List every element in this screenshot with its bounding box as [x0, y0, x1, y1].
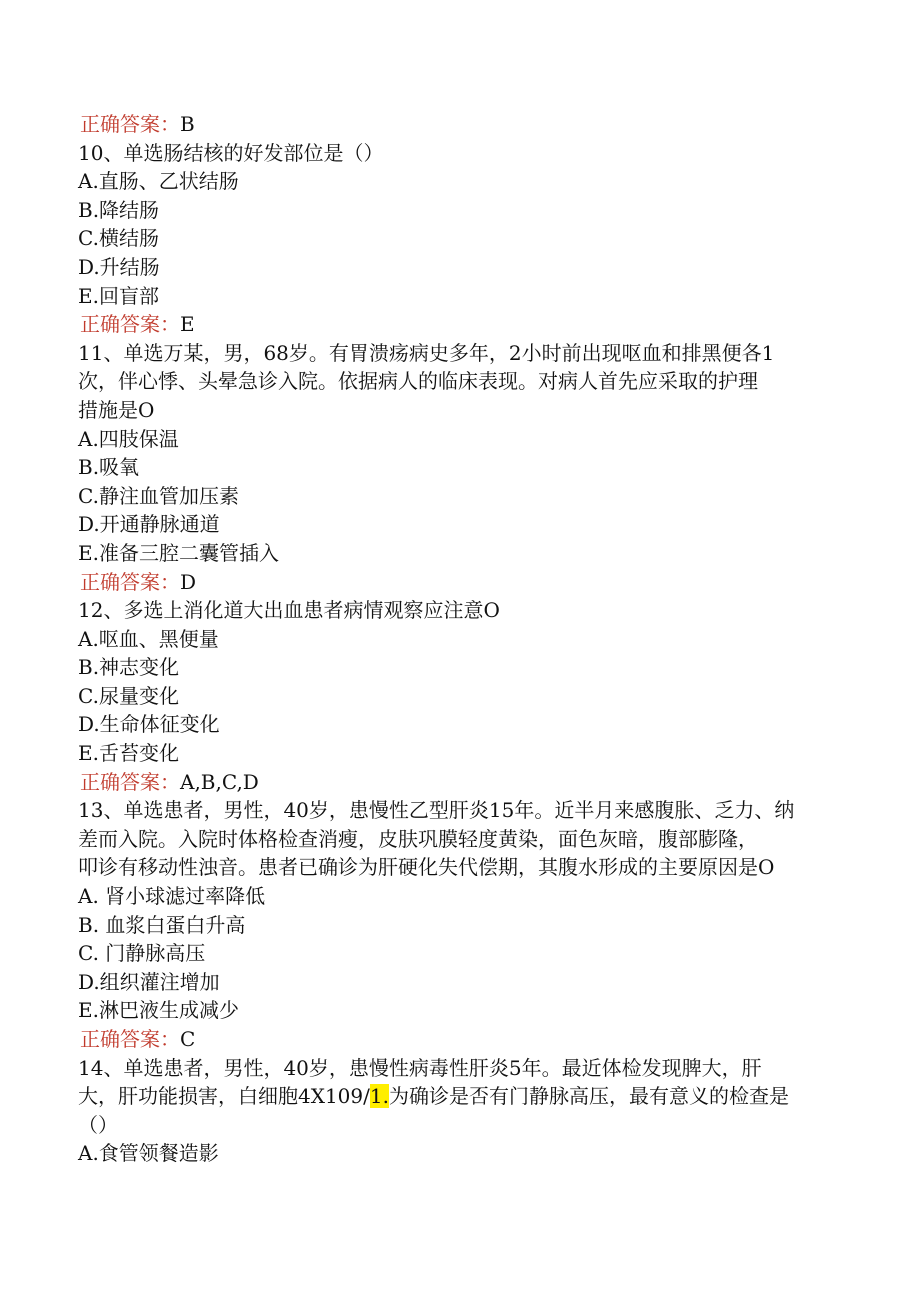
- option-line: E.准备三腔二囊管插入: [78, 540, 279, 565]
- option-line: E.舌苔变化: [78, 741, 179, 766]
- option-line: A. 肾小球滤过率降低: [78, 884, 266, 909]
- option-line: A.直肠、乙状结肠: [78, 169, 239, 194]
- answer-label: 正确答案：: [80, 569, 180, 594]
- question-text-line: 13、单选患者，男性，40岁，患慢性乙型肝炎15年。近半月来感腹胀、乏力、纳: [78, 798, 795, 823]
- correct-answer-line: [80, 310, 848, 339]
- correct-answer-line: [80, 110, 848, 139]
- question-text-line: 叩诊有移动性浊音。患者已确诊为肝硬化失代偿期，其腹水形成的主要原因是O: [78, 855, 775, 880]
- correct-answer-line: [80, 1025, 848, 1054]
- answer-value: C: [180, 1027, 196, 1051]
- option-line: E.淋巴液生成减少: [78, 998, 239, 1023]
- question-text-line: 14、单选患者，男性，40岁，患慢性病毒性肝炎5年。最近体检发现脾大，肝: [78, 1055, 762, 1080]
- answer-value: E: [180, 312, 195, 337]
- option-line: A.呕血、黑便量: [78, 626, 219, 651]
- question-text-line: 差而入院。入院时体格检查消瘦，皮肤巩膜轻度黄染，面色灰暗，腹部膨隆，: [78, 826, 758, 851]
- option-line: E.回盲部: [78, 283, 159, 308]
- option-line: C.尿量变化: [78, 683, 179, 708]
- option-line: B. 血浆白蛋白升高: [78, 912, 246, 937]
- option-line: C.静注血管加压素: [78, 483, 239, 508]
- answer-label: 正确答案：: [80, 769, 180, 794]
- answer-label: 正确答案：: [80, 312, 180, 337]
- correct-answer-line: [80, 768, 848, 797]
- text-segment: 为确诊是否有门静脉高压，最有意义的检查是: [388, 1084, 789, 1109]
- option-line: C.横结肠: [78, 226, 159, 251]
- question-text-line: 措施是O: [78, 397, 155, 422]
- answer-label: 正确答案：: [80, 112, 180, 136]
- text-segment: 大，肝功能损害，白细胞4X109/: [78, 1084, 370, 1109]
- question-text-line: 次，伴心悸、头晕急诊入院。依据病人的临床表现。对病人首先应采取的护理: [78, 369, 758, 394]
- question-text-line: 12、多选上消化道大出血患者病情观察应注意O: [78, 598, 500, 623]
- question-text-line: 10、单选肠结核的好发部位是（）: [78, 140, 384, 165]
- question-text-line: 11、单选万某，男，68岁。有胃溃疡病史多年，2小时前出现呕血和排黑便各1: [78, 340, 775, 365]
- option-line: D.生命体征变化: [78, 712, 220, 737]
- document-page: [78, 110, 848, 1168]
- option-line: B.降结肠: [78, 197, 160, 222]
- answer-value: B: [180, 112, 195, 136]
- option-line: D.组织灌注增加: [78, 969, 220, 994]
- question-text-line: [78, 1082, 848, 1111]
- correct-answer-line: [80, 568, 848, 597]
- option-line: B.吸氧: [78, 455, 140, 480]
- highlighted-text: 1.: [369, 1084, 389, 1109]
- question-text-line: （）: [78, 1112, 118, 1137]
- answer-value: A,B,C,D: [180, 769, 259, 794]
- option-line: A.四肢保温: [78, 426, 179, 451]
- option-line: D.开通静脉通道: [78, 512, 220, 537]
- answer-value: D: [180, 569, 197, 594]
- option-line: C. 门静脉高压: [78, 941, 206, 966]
- option-line: D.升结肠: [78, 254, 160, 279]
- option-line: B.神志变化: [78, 655, 180, 680]
- answer-label: 正确答案：: [80, 1027, 180, 1051]
- option-line: A.食管领餐造影: [78, 1141, 219, 1166]
